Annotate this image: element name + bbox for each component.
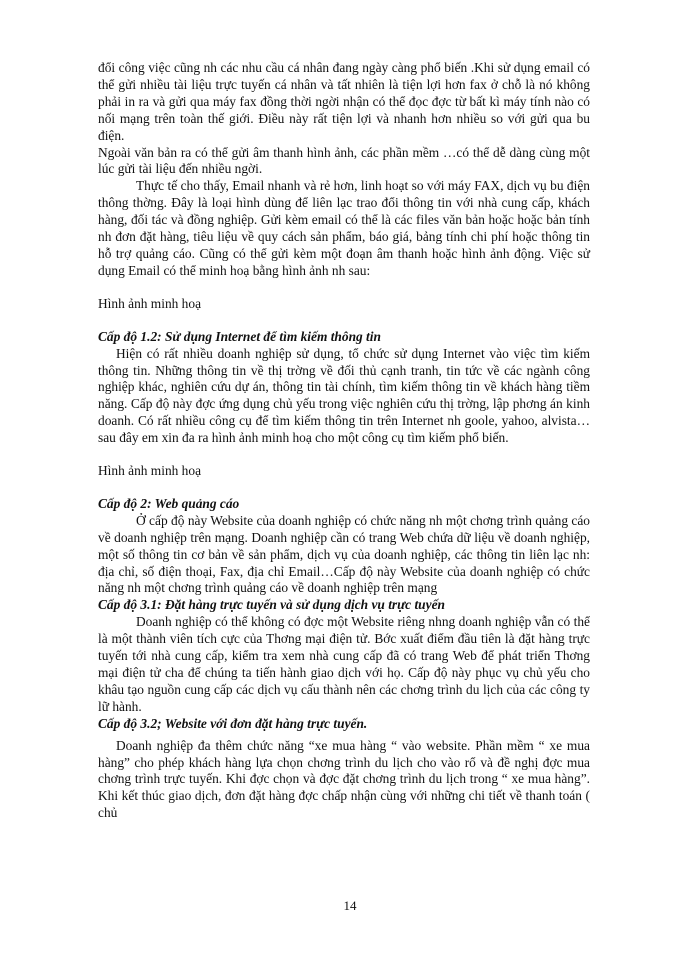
heading-level-3-1: Cấp độ 3.1: Đặt hàng trực tuyến và sử dụng dịch vụ trực tuyến (98, 597, 445, 613)
heading-level-3-2: Cấp độ 3.2; Website với đơn đặt hàng trực tuyến. (98, 715, 368, 731)
heading-level-2: Cấp độ 2: Web quảng cáo (98, 495, 240, 511)
image-caption-2: Hình ảnh minh hoạ (98, 463, 202, 479)
paragraph-online-ordering: Doanh nghiệp có thể không có đợc một Website riêng nhng doanh nghiệp vẫn có thể là một thành viên tích cực của Thơng mại điện tử. Bớc xuất điểm đầu tiên là đặt hàng trực tuyến tới nhà cung cấp, kiểm tra xem nhà cung cấp đã có trang Web để phát triển Thơng mại điện tử cha để chúng ta tiến hành giao dịch với họ. Cấp độ này phục vụ chủ yếu cho khâu tạo nguồn cung cấp các dịch vụ cấu thành nên các chơng trình du lịch của các công ty lữ hành. (98, 614, 590, 714)
heading-level-1-2: Cấp độ 1.2: Sử dụng Internet để tìm kiếm thông tin (98, 328, 381, 344)
paragraph-web-advertising: Ở cấp độ này Website của doanh nghiệp có chức năng nh một chơng trình quảng cáo về doanh nghiệp trên mạng. Doanh nghiệp cần có trang Web chứa dữ liệu về doanh nghiệp, một số thông tin cơ bản về sản phẩm, dịch vụ của doanh nghiệp, các thông tin liên lạc nh: địa chỉ, số điện thoại, Fax, địa chỉ Email…Cấp độ này Website của doanh nghiệp có chức năng nh một chơng trình quảng cáo về doanh nghiệp trên mạng (98, 512, 590, 596)
paragraph-email-comparison: Thực tế cho thấy, Email nhanh và rẻ hơn, linh hoạt so với máy FAX, dịch vụ bu điện thông thờng. Đây là loại hình dùng để liên lạc trao đổi thông tin với nhà cung cấp, khách hàng, đối tác và đồng nghiệp. Gửi kèm email có thể là các files văn bản hoặc hoặc bản tính nh đơn đặt hàng, tiêu liệu về quy cách sản phẩm, báo giá, bảng tính chi phí hoặc thông tin hỗ trợ quảng cáo. Cũng có thể gửi kèm một đoạn âm thanh hoặc hình ảnh động. Việc sử dụng Email có thể minh hoạ bằng hình ảnh nh sau: (98, 178, 590, 278)
page-body (98, 60, 590, 822)
paragraph-internet-search: Hiện có rất nhiều doanh nghiệp sử dụng, tổ chức sử dụng Internet vào việc tìm kiếm thông tin. Những thông tin về thị trờng về đối thủ cạnh tranh, tin tức về các ngành công nghiệp khác, nghiên cứu dự án, thông tin tài chính, tìm kiếm thông tin về khách hàng tiềm năng. Cấp độ này đợc ứng dụng chủ yếu trong việc nghiên cứu thị trờng, lập phơng án kinh doanh. Có rất nhiều công cụ để tìm kiếm thông tin trên Internet nh goole, yahoo, alvista…sau đây em xin đa ra hình ảnh minh hoạ cho một công cụ tìm kiếm phổ biến. (98, 345, 590, 446)
paragraph-email-benefits: đổi công việc cũng nh các nhu cầu cá nhân đang ngày càng phổ biến .Khi sử dụng email có thể gửi nhiều tài liệu trực tuyến cá nhân và tất nhiên là tiện lợi hơn fax ở chỗ là nó không phải in ra và gửi qua máy fax đồng thời ngời nhận có thể đọc đợc từ bất kì máy tính nào có nối mạng trên toàn thế giới. Điều này rất tiện lợi và nhanh hơn nhiều so với gửi qua bu điện. (98, 60, 590, 143)
paragraph-email-media: Ngoài văn bản ra có thể gửi âm thanh hình ảnh, các phần mềm …có thể dễ dàng cùng một lúc gửi tài liệu đến nhiều ngời. (98, 144, 590, 177)
page-number: 14 (343, 898, 357, 913)
paragraph-shopping-cart: Doanh nghiệp đa thêm chức năng “xe mua hàng “ vào website. Phần mềm “ xe mua hàng” cho phép khách hàng lựa chọn chơng trình du lịch cho vào rổ và đề nghị đợc mua chơng trình trực tuyến. Khi đợc chọn và đợc đặt chơng trình du lịch trong “ xe mua hàng”. Khi kết thúc giao dịch, đơn đặt hàng đợc chấp nhận cùng với những chi tiết về thanh toán ( chủ (98, 737, 590, 821)
image-caption-1: Hình ảnh minh hoạ (98, 295, 202, 311)
